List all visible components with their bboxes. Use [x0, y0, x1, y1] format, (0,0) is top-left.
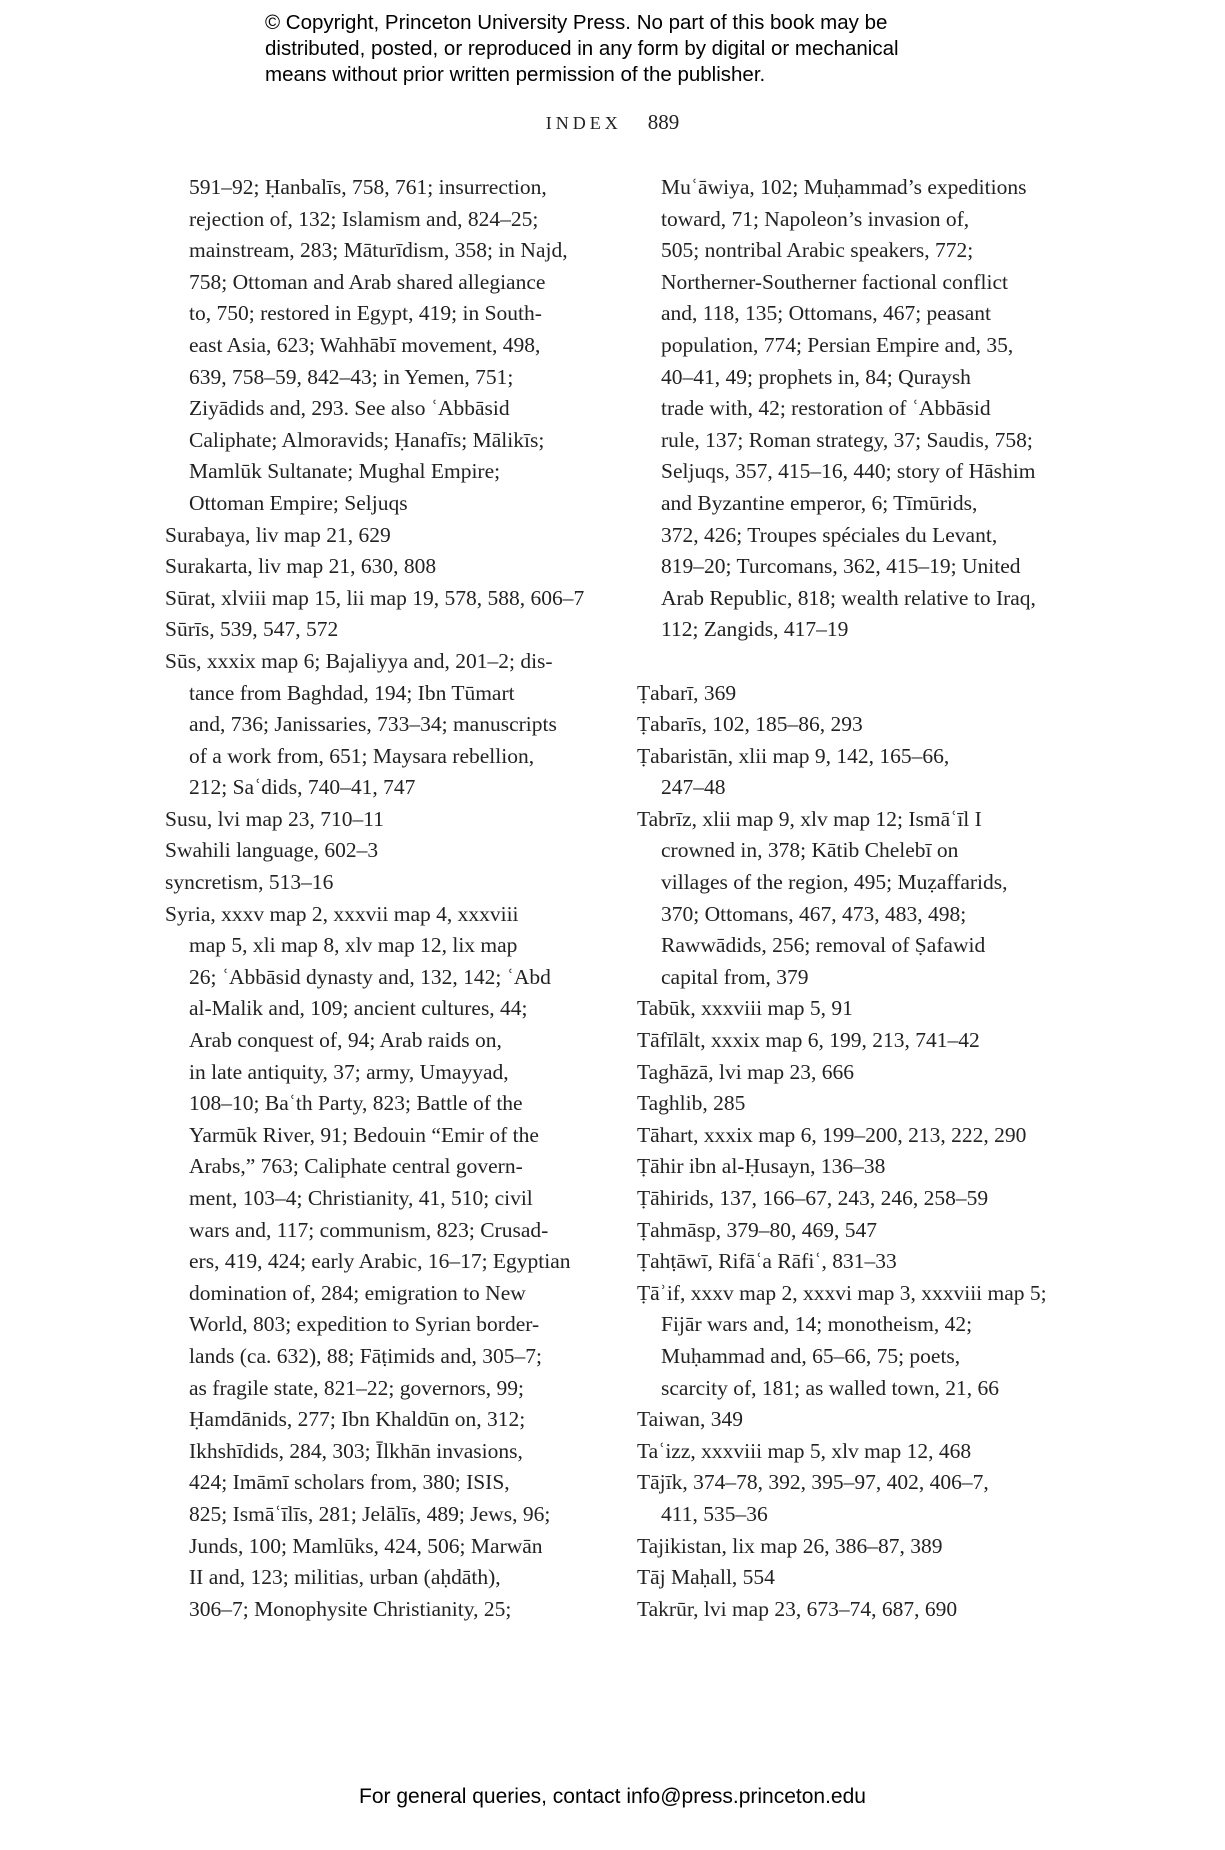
index-line: ers, 419, 424; early Arabic, 16–17; Egyptian — [189, 1249, 571, 1274]
index-line: Ziyādids and, 293. See also ʿAbbāsid — [189, 396, 510, 421]
index-entry: Tabūk, xxxviii map 5, 91 — [637, 996, 853, 1021]
index-entry: Syria, xxxv map 2, xxxvii map 4, xxxviii — [165, 901, 519, 926]
index-line: as fragile state, 821–22; governors, 99; — [189, 1375, 524, 1400]
index-entry: Taiwan, 349 — [637, 1407, 743, 1432]
index-line: tance from Baghdad, 194; Ibn Tūmart — [189, 680, 515, 705]
index-line: Caliphate; Almoravids; Ḥanafīs; Mālikīs; — [189, 427, 545, 452]
index-line: 108–10; Baʿth Party, 823; Battle of the — [189, 1091, 523, 1116]
index-line: Ottoman Empire; Seljuqs — [189, 490, 408, 515]
index-column-left — [165, 172, 600, 1625]
index-line: domination of, 284; emigration to New — [189, 1280, 526, 1305]
index-entry: Tabrīz, xlii map 9, xlv map 12; Ismāʿīl I — [637, 806, 982, 831]
index-entry: Ṭāhir ibn al-Ḥusayn, 136–38 — [637, 1154, 886, 1179]
index-entry: Tāj Maḥall, 554 — [637, 1565, 775, 1590]
index-line: 758; Ottoman and Arab shared allegiance — [189, 269, 546, 294]
index-line: capital from, 379 — [661, 964, 809, 989]
index-line: population, 774; Persian Empire and, 35, — [661, 332, 1014, 357]
index-line: and Byzantine emperor, 6; Tīmūrids, — [661, 490, 978, 515]
index-line: crowned in, 378; Kātib Chelebī on — [661, 838, 959, 863]
index-line: 372, 426; Troupes spéciales du Levant, — [661, 522, 998, 547]
index-line: 306–7; Monophysite Christianity, 25; — [189, 1596, 512, 1621]
index-entry: Ṭabarīs, 102, 185–86, 293 — [637, 712, 863, 737]
index-line: Yarmūk River, 91; Bedouin “Emir of the — [189, 1122, 539, 1147]
index-entry: Ṭahṭāwī, Rifāʿa Rāfiʿ, 831–33 — [637, 1249, 897, 1274]
index-entry: Swahili language, 602–3 — [165, 838, 379, 863]
index-entry: Taghlib, 285 — [637, 1091, 746, 1116]
copyright-line: means without prior written permission of the publisher. — [265, 63, 766, 86]
index-column-right — [637, 172, 1062, 1625]
index-line: 112; Zangids, 417–19 — [661, 617, 849, 642]
index-line: to, 750; restored in Egypt, 419; in South- — [189, 301, 542, 326]
index-line: of a work from, 651; Maysara rebellion, — [189, 743, 535, 768]
index-line: 370; Ottomans, 467, 473, 483, 498; — [661, 901, 967, 926]
index-entry: Ṭāhirids, 137, 166–67, 243, 246, 258–59 — [637, 1186, 989, 1210]
index-line: and, 736; Janissaries, 733–34; manuscripts — [189, 712, 557, 737]
index-line: mainstream, 283; Māturīdism, 358; in Najd, — [189, 238, 568, 263]
page-number: 889 — [647, 110, 680, 134]
index-line: in late antiquity, 37; army, Umayyad, — [189, 1059, 509, 1084]
index-line: Ikhshīdids, 284, 303; Īlkhān invasions, — [189, 1438, 523, 1463]
index-line: Rawwādids, 256; removal of Ṣafawid — [661, 933, 986, 958]
index-line: lands (ca. 632), 88; Fāṭimids and, 305–7; — [189, 1343, 542, 1368]
index-line: 247–48 — [661, 775, 726, 800]
index-entry: Taghāzā, lvi map 23, 666 — [637, 1059, 855, 1084]
index-entry: Ṭabarī, 369 — [637, 680, 737, 705]
index-entry: Tājīk, 374–78, 392, 395–97, 402, 406–7, — [637, 1470, 989, 1495]
running-head — [0, 110, 1225, 135]
index-line: Seljuqs, 357, 415–16, 440; story of Hāshim — [661, 459, 1036, 484]
index-entry: Ṭāʾif, xxxv map 2, xxxvi map 3, xxxviii map 5; — [637, 1280, 1047, 1305]
index-line: trade with, 42; restoration of ʿAbbāsid — [661, 396, 991, 421]
index-line: rejection of, 132; Islamism and, 824–25; — [189, 206, 539, 231]
index-entry: Sūrat, xlviii map 15, lii map 19, 578, 588, 606–7 — [165, 585, 585, 610]
index-line: 825; Ismāʿīlīs, 281; Jelālīs, 489; Jews, 96; — [189, 1501, 551, 1526]
index-line: Arabs,” 763; Caliphate central govern- — [189, 1154, 523, 1179]
index-line: 591–92; Ḥanbalīs, 758, 761; insurrection, — [189, 175, 547, 199]
index-entry: Ṭabaristān, xlii map 9, 142, 165–66, — [637, 743, 950, 768]
index-entry: Tāfīlālt, xxxix map 6, 199, 213, 741–42 — [637, 1028, 980, 1053]
index-line: and, 118, 135; Ottomans, 467; peasant — [661, 301, 992, 326]
running-head-label: INDEX — [545, 113, 622, 133]
index-line: east Asia, 623; Wahhābī movement, 498, — [189, 332, 541, 357]
index-line: 411, 535–36 — [661, 1501, 768, 1526]
index-entry: Susu, lvi map 23, 710–11 — [165, 806, 384, 831]
index-line: 819–20; Turcomans, 362, 415–19; United — [661, 554, 1021, 579]
index-entry: Tajikistan, lix map 26, 386–87, 389 — [637, 1533, 943, 1558]
index-line: Northerner-Southerner factional conflict — [661, 269, 1009, 294]
index-line: map 5, xli map 8, xlv map 12, lix map — [189, 933, 518, 958]
index-line: Ḥamdānids, 277; Ibn Khaldūn on, 312; — [189, 1407, 526, 1432]
index-entry: syncretism, 513–16 — [165, 870, 334, 895]
index-line: Mamlūk Sultanate; Mughal Empire; — [189, 459, 501, 484]
index-line: 26; ʿAbbāsid dynasty and, 132, 142; ʿAbd — [189, 964, 551, 989]
index-entry: Sūrīs, 539, 547, 572 — [165, 617, 339, 642]
index-line: Arab Republic, 818; wealth relative to Iraq, — [661, 585, 1036, 610]
index-entry: Tāhart, xxxix map 6, 199–200, 213, 222, 290 — [637, 1122, 1027, 1147]
index-line: Junds, 100; Mamlūks, 424, 506; Marwān — [189, 1533, 543, 1558]
index-line: II and, 123; militias, urban (aḥdāth), — [189, 1565, 501, 1590]
index-line: Muḥammad and, 65–66, 75; poets, — [661, 1343, 961, 1368]
copyright-line: © Copyright, Princeton University Press. No part of this book may be — [265, 11, 888, 34]
index-line: Muʿāwiya, 102; Muḥammad’s expeditions — [661, 175, 1027, 199]
copyright-notice — [265, 10, 1025, 88]
index-entry: Takrūr, lvi map 23, 673–74, 687, 690 — [637, 1596, 958, 1621]
index-entry: Sūs, xxxix map 6; Bajaliyya and, 201–2; dis- — [165, 648, 553, 673]
index-line: 424; Imāmī scholars from, 380; ISIS, — [189, 1470, 510, 1495]
index-line: 212; Saʿdids, 740–41, 747 — [189, 775, 416, 800]
section-break — [637, 646, 1062, 678]
footer-contact: For general queries, contact info@press.princeton.edu — [359, 1785, 866, 1808]
index-line: toward, 71; Napoleon’s invasion of, — [661, 206, 970, 231]
index-line: rule, 137; Roman strategy, 37; Saudis, 758; — [661, 427, 1033, 452]
index-entry: Surabaya, liv map 21, 629 — [165, 522, 391, 547]
index-line: villages of the region, 495; Muẓaffarids, — [661, 870, 1008, 895]
index-line: 639, 758–59, 842–43; in Yemen, 751; — [189, 364, 514, 389]
index-entry: Taʿizz, xxxviii map 5, xlv map 12, 468 — [637, 1438, 972, 1463]
index-line: 505; nontribal Arabic speakers, 772; — [661, 238, 974, 263]
index-line: scarcity of, 181; as walled town, 21, 66 — [661, 1375, 999, 1400]
index-line: Fijār wars and, 14; monotheism, 42; — [661, 1312, 973, 1337]
copyright-line: distributed, posted, or reproduced in any form by digital or mechanical — [265, 37, 899, 60]
index-line: World, 803; expedition to Syrian border- — [189, 1312, 540, 1337]
index-line: wars and, 117; communism, 823; Crusad- — [189, 1217, 549, 1242]
index-line: Arab conquest of, 94; Arab raids on, — [189, 1028, 502, 1053]
index-line: 40–41, 49; prophets in, 84; Quraysh — [661, 364, 971, 389]
index-line: al-Malik and, 109; ancient cultures, 44; — [189, 996, 528, 1021]
index-entry: Surakarta, liv map 21, 630, 808 — [165, 554, 437, 579]
index-line: ment, 103–4; Christianity, 41, 510; civil — [189, 1186, 533, 1210]
index-entry: Ṭahmāsp, 379–80, 469, 547 — [637, 1217, 878, 1242]
